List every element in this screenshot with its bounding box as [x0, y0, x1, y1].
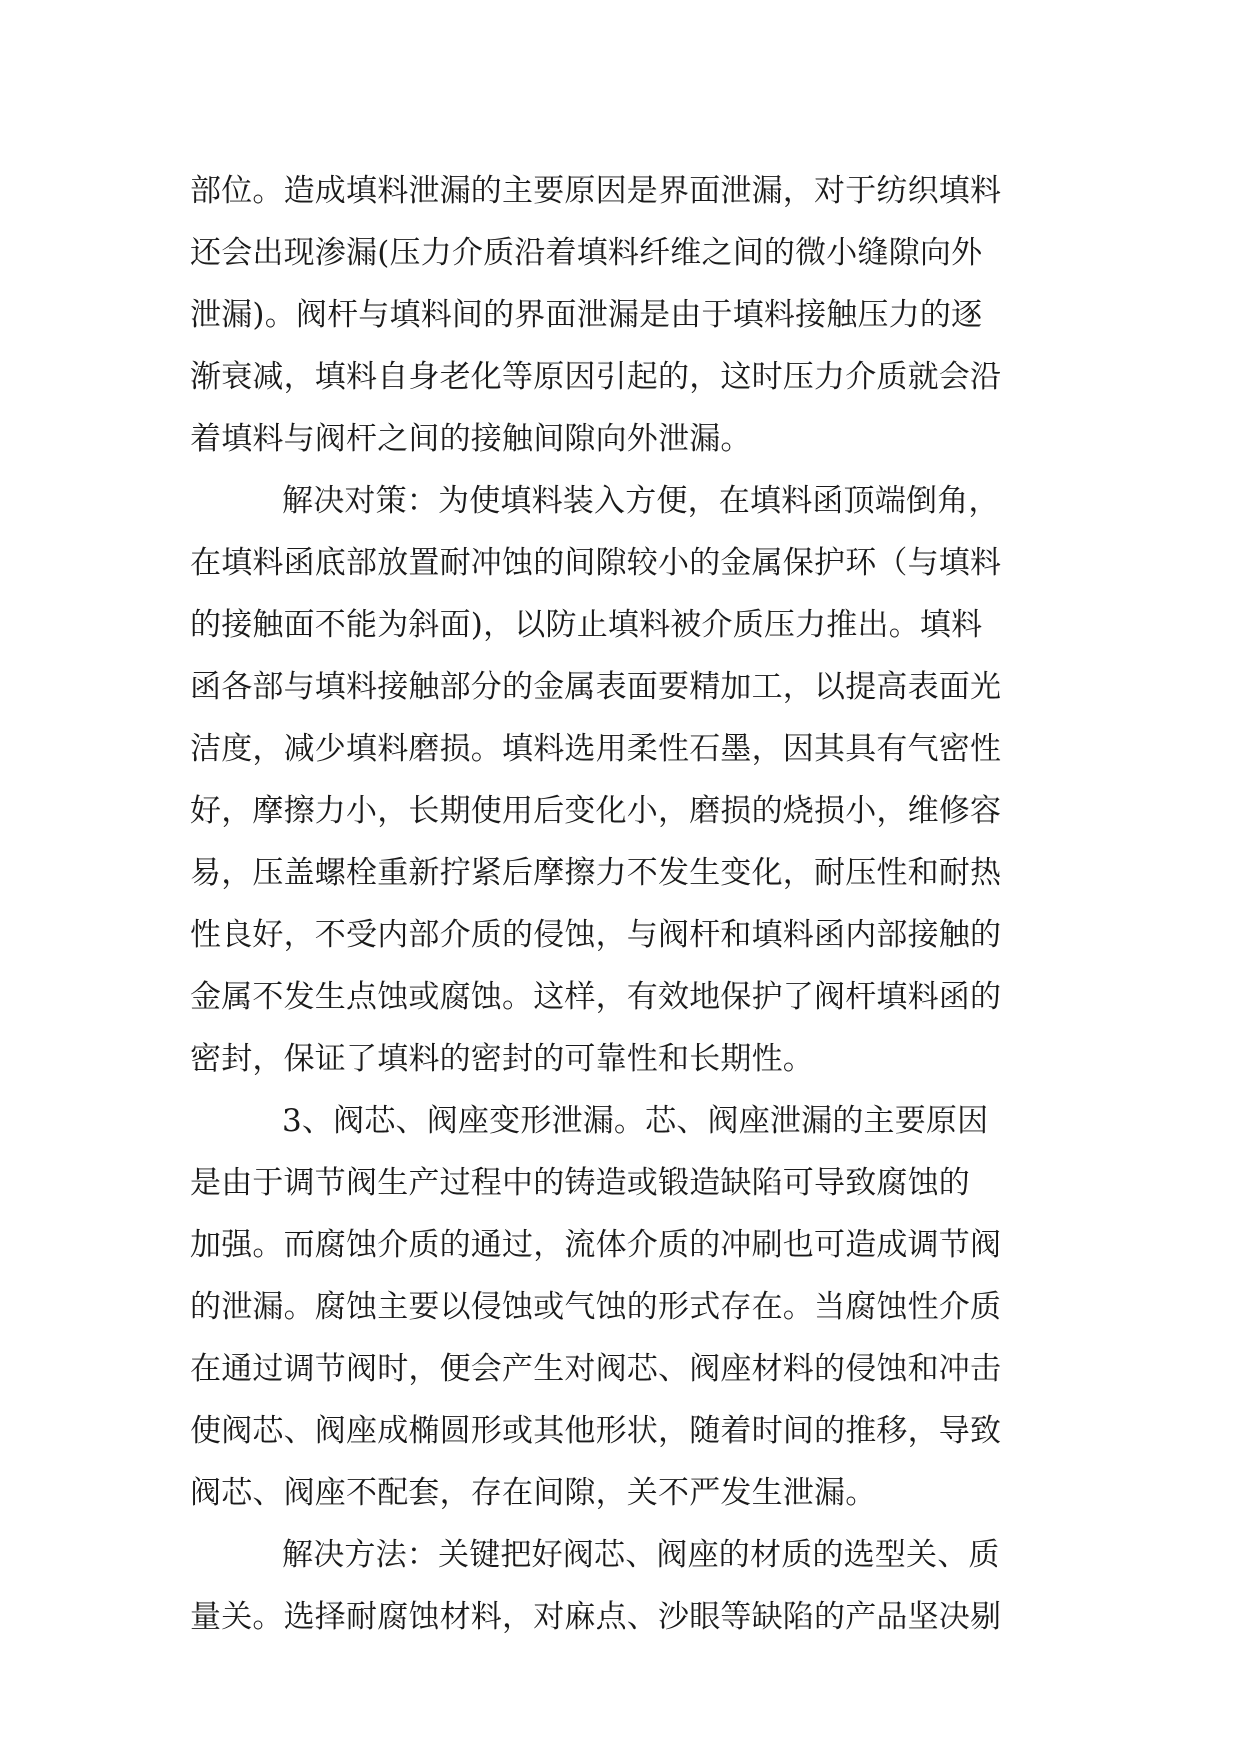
text-line: 金属不发生点蚀或腐蚀。这样，有效地保护了阀杆填料函的 — [190, 979, 1002, 1015]
text-line: 泄漏)。阀杆与填料间的界面泄漏是由于填料接触压力的逐 — [190, 297, 983, 333]
text-line: 在通过调节阀时，便会产生对阀芯、阀座材料的侵蚀和冲击 — [190, 1351, 1002, 1387]
text-line: 3、阀芯、阀座变形泄漏。芯、阀座泄漏的主要原因 — [282, 1103, 989, 1139]
paragraph-valve-core-leakage — [190, 1090, 1060, 1524]
text-line: 易，压盖螺栓重新拧紧后摩擦力不发生变化，耐压性和耐热 — [190, 855, 1002, 891]
text-line: 解决对策：为使填料装入方便，在填料函顶端倒角， — [282, 483, 1000, 519]
text-line: 使阀芯、阀座成椭圆形或其他形状，随着时间的推移，导致 — [190, 1413, 1002, 1449]
text-line: 量关。选择耐腐蚀材料，对麻点、沙眼等缺陷的产品坚决剔 — [190, 1599, 1002, 1635]
text-line: 是由于调节阀生产过程中的铸造或锻造缺陷可导致腐蚀的 — [190, 1165, 970, 1201]
text-line: 密封，保证了填料的密封的可靠性和长期性。 — [190, 1041, 814, 1077]
text-line: 在填料函底部放置耐冲蚀的间隙较小的金属保护环（与填料 — [190, 545, 1002, 581]
text-line: 解决方法：关键把好阀芯、阀座的材质的选型关、质 — [282, 1537, 1000, 1573]
text-body — [190, 160, 1060, 1648]
text-line: 的接触面不能为斜面)，以防止填料被介质压力推出。填料 — [190, 607, 983, 643]
paragraph-packing-solution — [190, 470, 1060, 1090]
paragraph-leakage-cause — [190, 160, 1060, 470]
text-line: 函各部与填料接触部分的金属表面要精加工，以提高表面光 — [190, 669, 1002, 705]
text-line: 着填料与阀杆之间的接触间隙向外泄漏。 — [190, 421, 752, 457]
text-line: 性良好，不受内部介质的侵蚀，与阀杆和填料函内部接触的 — [190, 917, 1002, 953]
text-line: 好，摩擦力小，长期使用后变化小，磨损的烧损小，维修容 — [190, 793, 1002, 829]
text-line: 洁度，减少填料磨损。填料选用柔性石墨，因其具有气密性 — [190, 731, 1002, 767]
text-line: 加强。而腐蚀介质的通过，流体介质的冲刷也可造成调节阀 — [190, 1227, 1002, 1263]
text-line: 还会出现渗漏(压力介质沿着填料纤维之间的微小缝隙向外 — [190, 235, 983, 271]
paragraph-valve-core-solution — [190, 1524, 1060, 1648]
text-line: 部位。造成填料泄漏的主要原因是界面泄漏，对于纺织填料 — [190, 173, 1002, 209]
text-line: 阀芯、阀座不配套，存在间隙，关不严发生泄漏。 — [190, 1475, 877, 1511]
text-line: 渐衰减，填料自身老化等原因引起的，这时压力介质就会沿 — [190, 359, 1002, 395]
text-line: 的泄漏。腐蚀主要以侵蚀或气蚀的形式存在。当腐蚀性介质 — [190, 1289, 1002, 1325]
